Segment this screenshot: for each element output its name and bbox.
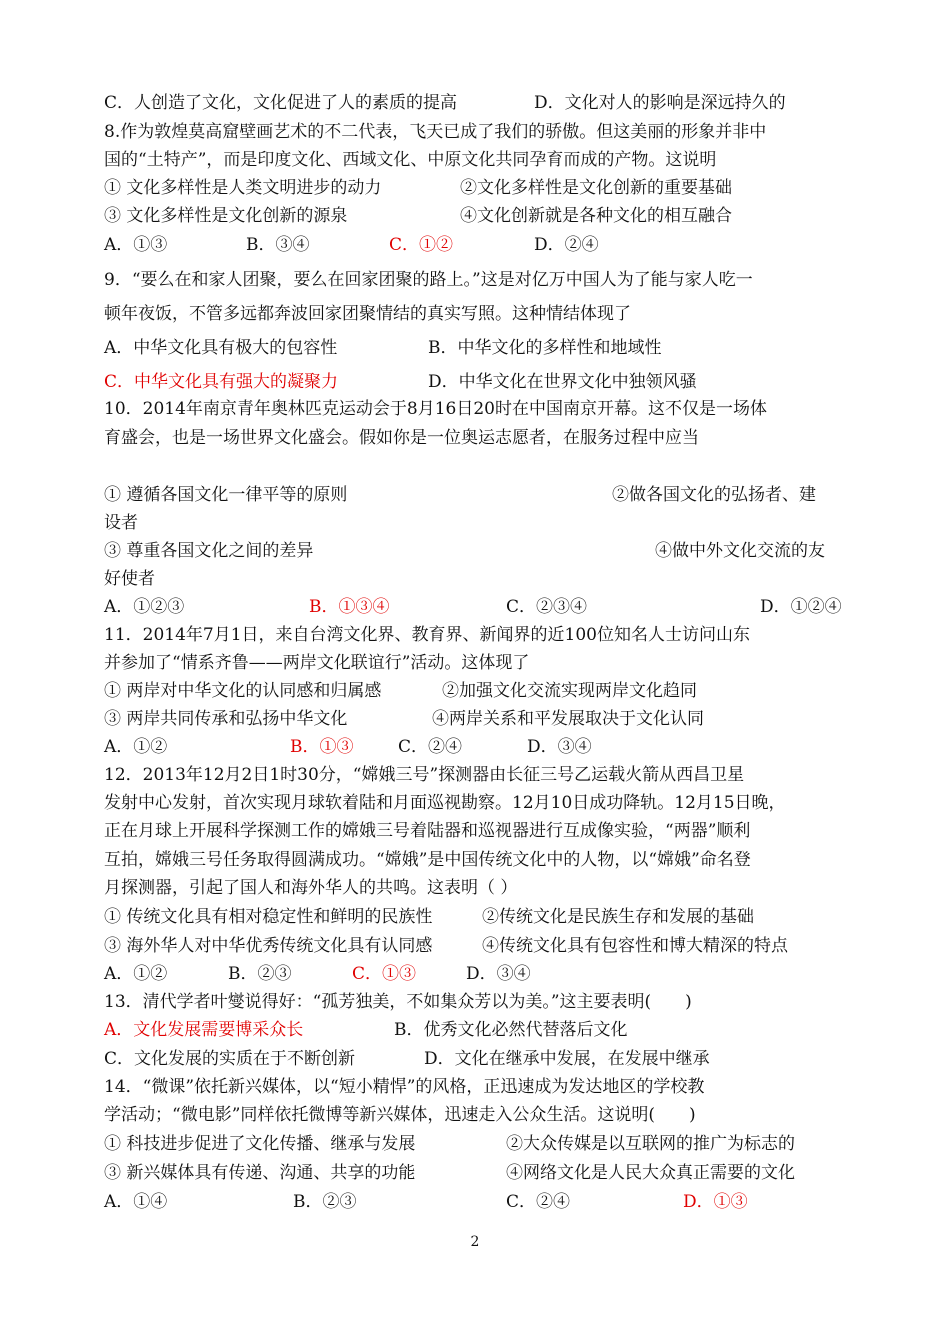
- q13-option-c: C．文化发展的实质在于不断创新: [104, 1049, 356, 1069]
- q8-statement-3: ③ 文化多样性是文化创新的源泉: [104, 206, 348, 226]
- q11-statement-3: ③ 两岸共同传承和弘扬中华文化: [104, 709, 348, 729]
- q8-stem-line2: 国的“土特产”，而是印度文化、西域文化、中原文化共同孕育而成的产物。这说明: [104, 150, 717, 170]
- q8-stem-line1: 8.作为敦煌莫高窟壁画艺术的不二代表，飞天已成了我们的骄傲。但这美丽的形象并非中: [104, 122, 767, 142]
- q12-stem-line2: 发射中心发射，首次实现月球软着陆和月面巡视勘察。12月10日成功降轨。12月15日晚，: [104, 793, 786, 813]
- q11-statement-4: ④两岸关系和平发展取决于文化认同: [432, 709, 704, 729]
- q10-statement-1: ① 遵循各国文化一律平等的原则: [104, 485, 348, 505]
- q10-option-c: C．②③④: [506, 597, 588, 617]
- q10-statement-4: ④做中外文化交流的友: [655, 541, 825, 561]
- q11-statement-2: ②加强文化交流实现两岸文化趋同: [442, 681, 697, 701]
- q12-statement-2: ②传统文化是民族生存和发展的基础: [482, 907, 754, 927]
- q12-stem-line4: 互拍，嫦娥三号任务取得圆满成功。“嫦娥”是中国传统文化中的人物，以“嫦娥”命名登: [104, 850, 751, 870]
- q14-statement-2: ②大众传媒是以互联网的推广为标志的: [506, 1134, 795, 1154]
- q12-option-c-answer: C．①③: [352, 964, 417, 984]
- q11-statement-1: ① 两岸对中华文化的认同感和归属感: [104, 681, 382, 701]
- q12-statement-4: ④传统文化具有包容性和博大精深的特点: [482, 936, 788, 956]
- q11-stem-line2: 并参加了“情系齐鲁——两岸文化联谊行”活动。这体现了: [104, 653, 530, 673]
- q10-stem-line2: 育盛会，也是一场世界文化盛会。假如你是一位奥运志愿者，在服务过程中应当: [104, 428, 699, 448]
- q14-stem-line1: 14．“微课”依托新兴媒体，以“短小精悍”的风格，正迅速成为发达地区的学校教: [104, 1077, 705, 1097]
- q9-option-b: B．中华文化的多样性和地域性: [428, 338, 662, 358]
- q12-option-a: A．①②: [104, 964, 168, 984]
- q12-statement-3: ③ 海外华人对中华优秀传统文化具有认同感: [104, 936, 433, 956]
- q8-option-c-answer: C．①②: [389, 235, 454, 255]
- q13-option-b: B．优秀文化必然代替落后文化: [394, 1020, 628, 1040]
- q13-option-d: D．文化在继承中发展，在发展中继承: [424, 1049, 710, 1069]
- q7-option-c: C．人创造了文化，文化促进了人的素质的提高: [104, 93, 458, 113]
- q10-statement-2: ②做各国文化的弘扬者、建: [612, 485, 816, 505]
- q14-option-a: A．①④: [104, 1192, 168, 1212]
- page-number: 2: [470, 1234, 480, 1250]
- q13-stem-line1: 13．清代学者叶燮说得好：“孤芳独美，不如集众芳以为美。”这主要表明( ): [104, 992, 692, 1012]
- q10-option-a: A．①②③: [104, 597, 185, 617]
- q8-statement-2: ②文化多样性是文化创新的重要基础: [460, 178, 732, 198]
- q9-stem-line1: 9．“要么在和家人团聚，要么在回家团聚的路上。”这是对亿万中国人为了能与家人吃一: [104, 270, 753, 290]
- q9-option-a: A．中华文化具有极大的包容性: [104, 338, 338, 358]
- q12-stem-line3: 正在月球上开展科学探测工作的嫦娥三号着陆器和巡视器进行互成像实验，“两器”顺利: [104, 821, 751, 841]
- q14-option-d-answer: D．①③: [683, 1192, 748, 1212]
- q8-statement-4: ④文化创新就是各种文化的相互融合: [460, 206, 732, 226]
- q10-option-b-answer: B．①③④: [309, 597, 390, 617]
- q8-statement-1: ① 文化多样性是人类文明进步的动力: [104, 178, 382, 198]
- q7-option-d: D．文化对人的影响是深远持久的: [534, 93, 786, 113]
- q12-option-b: B．②③: [228, 964, 292, 984]
- q14-statement-4: ④网络文化是人民大众真正需要的文化: [506, 1163, 795, 1183]
- q9-stem-line2: 顿年夜饭，不管多远都奔波回家团聚情结的真实写照。这种情结体现了: [104, 304, 631, 324]
- q11-option-a: A．①②: [104, 737, 168, 757]
- q13-option-a-answer: A．文化发展需要博采众长: [104, 1020, 304, 1040]
- q8-option-a: A．①③: [104, 235, 168, 255]
- q14-option-b: B．②③: [293, 1192, 357, 1212]
- q14-stem-line2: 学活动；“微电影”同样依托微博等新兴媒体，迅速走入公众生活。这说明( ): [104, 1105, 696, 1125]
- q11-option-d: D．③④: [527, 737, 592, 757]
- q10-option-d: D．①②④: [760, 597, 842, 617]
- q14-statement-1: ① 科技进步促进了文化传播、继承与发展: [104, 1134, 416, 1154]
- q10-statement-2-wrap: 设者: [104, 513, 138, 533]
- q9-option-d: D．中华文化在世界文化中独领风骚: [428, 372, 697, 392]
- q11-stem-line1: 11．2014年7月1日，来自台湾文化界、教育界、新闻界的近100位知名人士访问山东: [104, 625, 750, 645]
- q10-stem-line1: 10．2014年南京青年奥林匹克运动会于8月16日20时在中国南京开幕。这不仅是一场体: [104, 399, 767, 419]
- q9-option-c-answer: C．中华文化具有强大的凝聚力: [104, 372, 339, 392]
- q14-option-c: C．②④: [506, 1192, 571, 1212]
- q8-option-b: B．③④: [246, 235, 310, 255]
- q14-statement-3: ③ 新兴媒体具有传递、沟通、共享的功能: [104, 1163, 416, 1183]
- q12-stem-line1: 12．2013年12月2日1时30分，“嫦娥三号”探测器由长征三号乙运载火箭从西昌卫星: [104, 765, 745, 785]
- q12-option-d: D．③④: [466, 964, 531, 984]
- q12-stem-line5: 月探测器，引起了国人和海外华人的共鸣。这表明（ ）: [104, 878, 518, 898]
- q10-statement-4-wrap: 好使者: [104, 569, 155, 589]
- q11-option-c: C．②④: [398, 737, 463, 757]
- q12-statement-1: ① 传统文化具有相对稳定性和鲜明的民族性: [104, 907, 433, 927]
- q10-statement-3: ③ 尊重各国文化之间的差异: [104, 541, 314, 561]
- q11-option-b-answer: B．①③: [290, 737, 354, 757]
- q8-option-d: D．②④: [534, 235, 599, 255]
